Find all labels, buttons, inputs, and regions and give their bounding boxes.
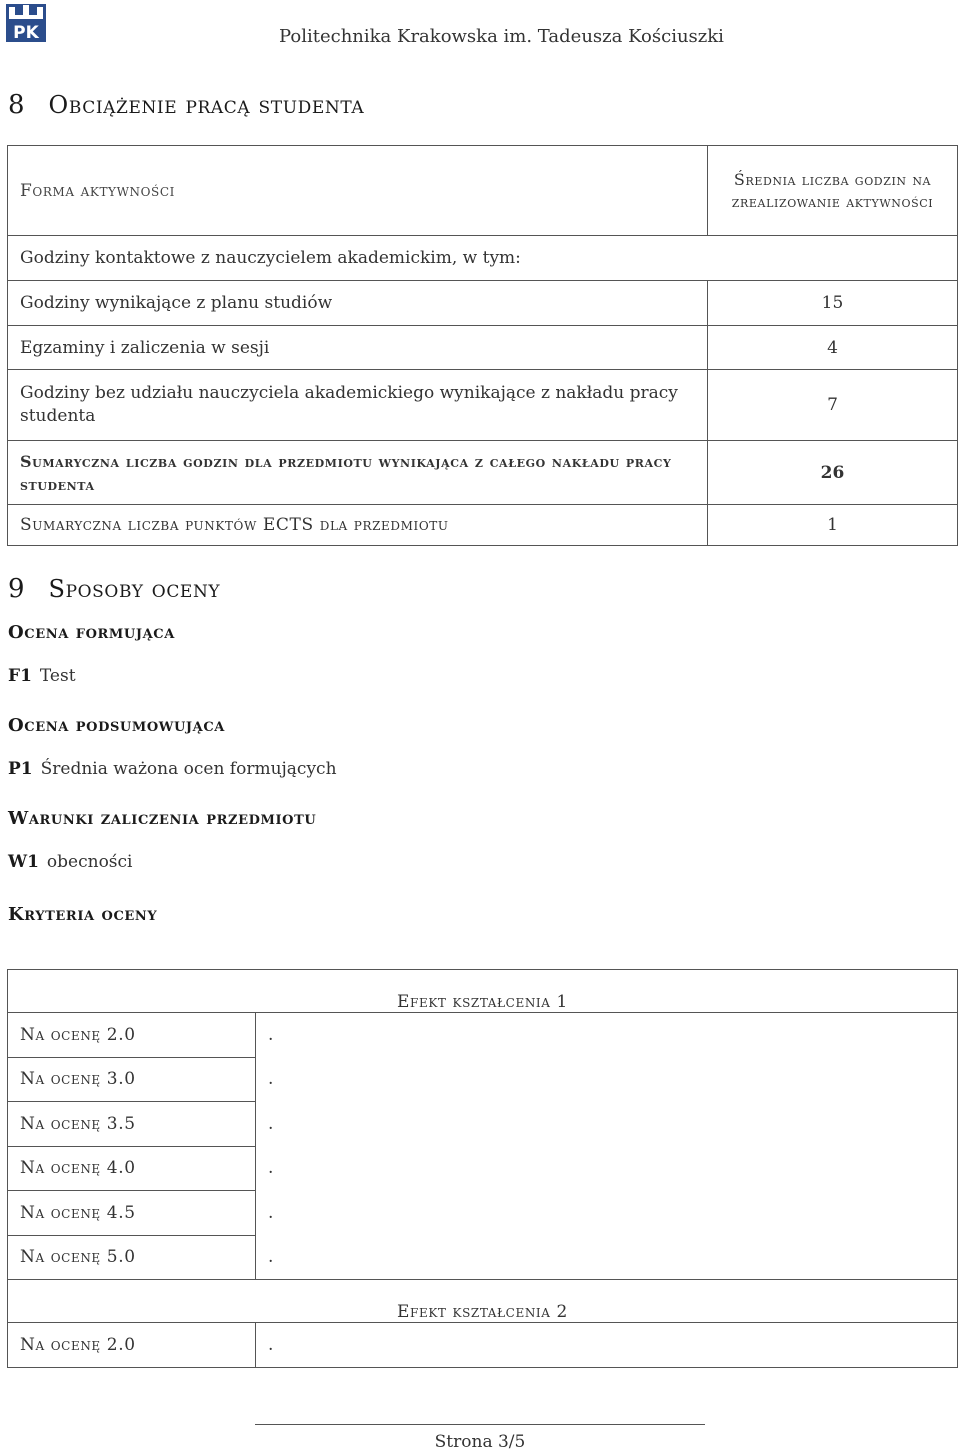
- formative-item: [8, 666, 76, 686]
- conditions-heading: Warunki zaliczenia przedmiotu: [8, 808, 317, 829]
- item-code: F1: [8, 666, 32, 686]
- grade-label: Na ocenę 3.5: [8, 1102, 256, 1147]
- item-text: Średnia ważona ocen formujących: [40, 759, 337, 779]
- grade-criterion: .: [256, 1191, 958, 1236]
- grade-row: [8, 1191, 958, 1236]
- grade-criterion: .: [256, 1102, 958, 1147]
- total-value: 26: [708, 441, 958, 505]
- row-label: Egzaminy i zaliczenia w sesji: [8, 326, 708, 370]
- grade-row: [8, 1323, 958, 1368]
- item-code: W1: [8, 852, 39, 872]
- grade-label: Na ocenę 2.0: [8, 1013, 256, 1058]
- item-text: Test: [39, 666, 76, 686]
- section-8-heading: [8, 90, 364, 120]
- contact-hours-label: Godziny kontaktowe z nauczycielem akademickim, w tym:: [8, 236, 958, 281]
- effect-title: Efekt kształcenia 1: [8, 970, 958, 1013]
- grade-row: [8, 1235, 958, 1280]
- ects-label: Sumaryczna liczba punktów ECTS dla przedmiotu: [8, 505, 708, 546]
- grade-row: [8, 1146, 958, 1191]
- row-label: Godziny bez udziału nauczyciela akademickiego wynikające z nakładu pracy studenta: [8, 370, 708, 441]
- summative-item: [8, 759, 337, 779]
- header-hours: Średnia liczba godzin na zrealizowanie aktywności: [708, 146, 958, 236]
- ects-value: 1: [708, 505, 958, 546]
- grade-label: Na ocenę 5.0: [8, 1235, 256, 1280]
- table-row: [8, 370, 958, 441]
- criteria-table: [7, 969, 958, 1368]
- section-title: Obciążenie pracą studenta: [48, 91, 365, 119]
- item-code: P1: [8, 759, 33, 779]
- grade-criterion: .: [256, 1235, 958, 1280]
- effect-header-row: [8, 970, 958, 1013]
- criteria-heading: Kryteria oceny: [8, 904, 158, 925]
- ects-row: [8, 505, 958, 546]
- grade-label: Na ocenę 3.0: [8, 1057, 256, 1102]
- logo-text: PK: [13, 23, 39, 42]
- grade-row: [8, 1102, 958, 1147]
- university-name: Politechnika Krakowska im. Tadeusza Kościuszki: [279, 26, 724, 47]
- effect-header-row: [8, 1280, 958, 1323]
- grade-criterion: .: [256, 1323, 958, 1368]
- section-number: 9: [8, 574, 25, 604]
- summative-heading: Ocena podsumowująca: [8, 715, 225, 736]
- grade-criterion: .: [256, 1057, 958, 1102]
- grade-row: [8, 1057, 958, 1102]
- header-activity: Forma aktywności: [8, 146, 708, 236]
- row-label: Godziny wynikające z planu studiów: [8, 281, 708, 326]
- footer-rule: [255, 1424, 705, 1425]
- workload-table: [7, 145, 958, 546]
- section-number: 8: [8, 90, 25, 120]
- university-logo: [6, 4, 46, 42]
- grade-criterion: .: [256, 1146, 958, 1191]
- table-header-row: [8, 146, 958, 236]
- table-row: [8, 281, 958, 326]
- section-title: Sposoby oceny: [48, 575, 221, 603]
- row-value: 15: [708, 281, 958, 326]
- grade-label: Na ocenę 4.5: [8, 1191, 256, 1236]
- grade-label: Na ocenę 2.0: [8, 1323, 256, 1368]
- total-row: [8, 441, 958, 505]
- conditions-item: [8, 852, 133, 872]
- grade-label: Na ocenę 4.0: [8, 1146, 256, 1191]
- formative-heading: Ocena formująca: [8, 622, 175, 643]
- contact-hours-row: [8, 236, 958, 281]
- grade-row: [8, 1013, 958, 1058]
- effect-title: Efekt kształcenia 2: [8, 1280, 958, 1323]
- grade-criterion: .: [256, 1013, 958, 1058]
- row-value: 7: [708, 370, 958, 441]
- page-number: Strona 3/5: [434, 1432, 526, 1452]
- total-label: Sumaryczna liczba godzin dla przedmiotu wynikająca z całego nakładu pracy studenta: [8, 441, 708, 505]
- section-9-heading: [8, 574, 220, 604]
- row-value: 4: [708, 326, 958, 370]
- table-row: [8, 326, 958, 370]
- item-text: obecności: [46, 852, 133, 872]
